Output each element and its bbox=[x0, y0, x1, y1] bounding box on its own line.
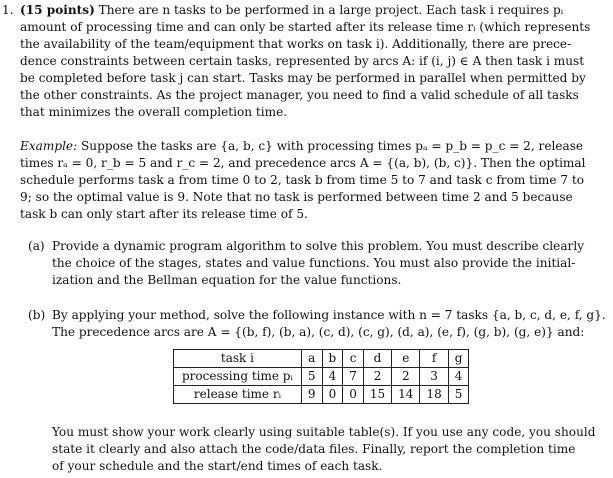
intro-line-2: amount of processing time and can only be started after its release time rᵢ (which represents bbox=[20, 20, 591, 34]
part-b-label: (b) bbox=[28, 308, 46, 322]
example-line-1: Example: Suppose the tasks are {a, b, c} with processing times pₐ = p_b = p_c = 2, release bbox=[20, 139, 584, 153]
intro-line-3: the availability of the team/equipment that works on task i). Additionally, there are prece- bbox=[20, 37, 572, 51]
table-cell: 4 bbox=[322, 368, 343, 386]
example-line-3: schedule performs task a from time 0 to 2, task b from time 5 to 7 and task c from time 7 to bbox=[20, 173, 585, 187]
part-a-label: (a) bbox=[28, 239, 45, 253]
example-label: Example: bbox=[20, 139, 78, 153]
table-row bbox=[174, 386, 469, 404]
table-cell: 5 bbox=[301, 368, 322, 386]
table-cell: 9 bbox=[301, 386, 322, 404]
row-header-processing: processing time pᵢ bbox=[174, 368, 302, 386]
table-cell: d bbox=[363, 350, 391, 368]
part-a-text: Provide a dynamic program algorithm to solve this problem. You must describe clearly the choice of the stages, states and value functions. You must also provide the initial- ization and the Bellman equation for the value functions. bbox=[52, 239, 585, 287]
table-cell: 15 bbox=[363, 386, 391, 404]
row-header-release: release time rᵢ bbox=[174, 386, 302, 404]
intro-line-4: dence constraints between certain tasks, represented by arcs A: if (i, j) ∈ A then task i must bbox=[20, 54, 585, 68]
table-cell: 2 bbox=[363, 368, 391, 386]
table-cell: e bbox=[392, 350, 420, 368]
intro-line-1: (15 points) There are n tasks to be performed in a large project. Each task i requires pᵢ bbox=[20, 3, 564, 17]
table-cell: 7 bbox=[343, 368, 364, 386]
closing-paragraph: You must show your work clearly using suitable table(s). If you use any code, you should state it clearly and also attach the code/data files. Finally, report the completion time of your schedule and the start/end times of each task. bbox=[52, 425, 596, 473]
row-header-task: task i bbox=[174, 350, 302, 368]
question-number: 1. bbox=[2, 3, 14, 17]
intro-line-7: that minimizes the overall completion time. bbox=[20, 105, 288, 119]
table-cell: 14 bbox=[392, 386, 420, 404]
example-line-5: task b can only start after its release time of 5. bbox=[20, 207, 308, 221]
table-row bbox=[174, 350, 469, 368]
table-cell: 18 bbox=[420, 386, 448, 404]
table-cell: 4 bbox=[448, 368, 469, 386]
intro-line-5: be completed before task j can start. Tasks may be performed in parallel when permitted by bbox=[20, 71, 586, 85]
example-line-2: times rₐ = 0, r_b = 5 and r_c = 2, and precedence arcs A = {(a, b), (b, c)}. Then the optimal bbox=[20, 156, 586, 170]
instance-table bbox=[173, 349, 469, 404]
table-cell: g bbox=[448, 350, 469, 368]
table-cell: f bbox=[420, 350, 448, 368]
intro-line-6: the other constraints. As the project manager, you need to find a valid schedule of all tasks bbox=[20, 88, 579, 102]
example-line-4: 9; so the optimal value is 9. Note that no task is performed between time 2 and 5 because bbox=[20, 190, 573, 204]
table-cell: 5 bbox=[448, 386, 469, 404]
part-b-text: By applying your method, solve the following instance with n = 7 tasks {a, b, c, d, e, f, g}. The precedence arcs are A = {(b, f), (b, a), (c, d), (c, g), (d, a), (e, f), (g, b), (g, e)} and: bbox=[52, 308, 606, 339]
table-cell: 0 bbox=[322, 386, 343, 404]
table-cell: 2 bbox=[392, 368, 420, 386]
problem-intro bbox=[20, 2, 608, 121]
example-paragraph bbox=[20, 138, 608, 223]
table-cell: 0 bbox=[343, 386, 364, 404]
table-cell: a bbox=[301, 350, 322, 368]
table-cell: c bbox=[343, 350, 364, 368]
table-cell: b bbox=[322, 350, 343, 368]
table-row bbox=[174, 368, 469, 386]
table-cell: 3 bbox=[420, 368, 448, 386]
points-label: (15 points) bbox=[20, 3, 95, 17]
